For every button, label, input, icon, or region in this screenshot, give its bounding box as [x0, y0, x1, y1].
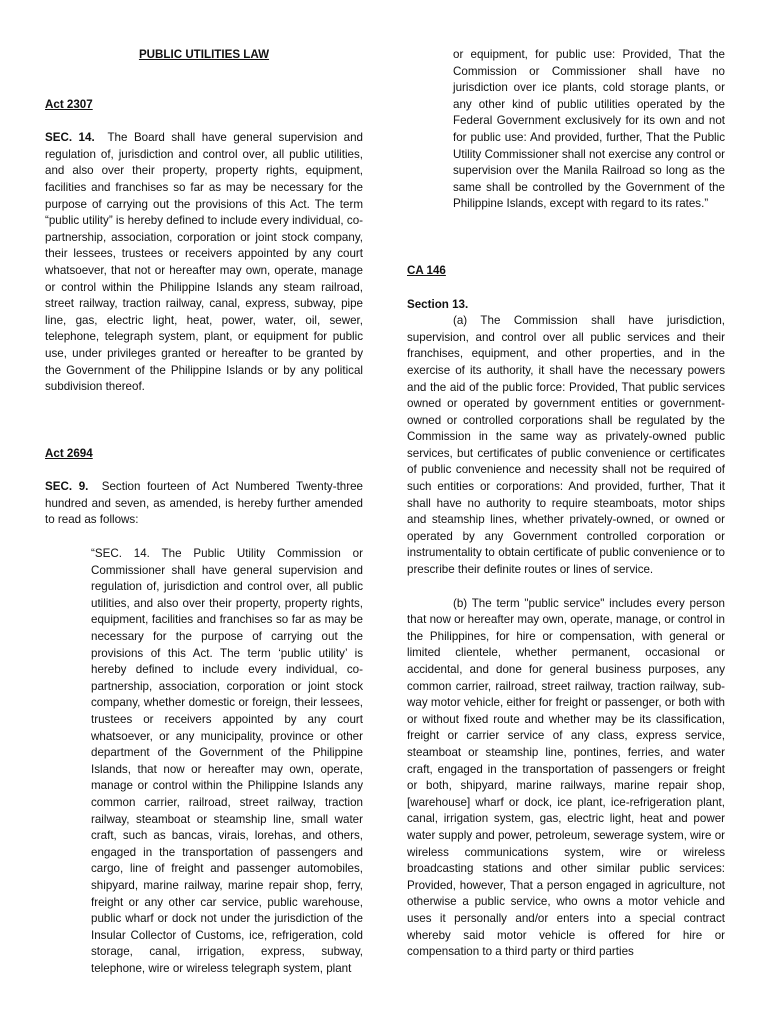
- right-column: [407, 47, 725, 1024]
- act-2694-sec-text: Section fourteen of Act Numbered Twenty-three hundred and seven, as amended, is hereby further amended to read as follows:: [45, 480, 363, 527]
- act-2307-heading: [45, 97, 363, 114]
- act-2307-sec-label: SEC. 14.: [45, 131, 95, 145]
- act-2694-sec-label: SEC. 9.: [45, 480, 89, 494]
- ca-146-paragraph-a: (a) The Commission shall have jurisdiction, supervision, and control over all public services and their franchises, equipment, and other properties, and in the exercise of its authority, it shall have the necessary powers and the aid of the public force: Provided, That public services owned or operated by government entities or government-owned or controlled corporations shall be regulated by the Commission in the same way as privately-owned public services, but certificates of public convenience or certificates of public convenience and necessity shall not be required of such entities or corporations: And provided, further, That it shall have no authority to require steamboats, motor ships and steamship lines, whether privately-owned, or owned or operated by any Government controlled corporation or instrumentality to obtain certificate of public convenience or to prescribe their definite routes or lines of service.: [407, 314, 725, 577]
- ca-146-paragraph-b: (b) The term "public service" includes every person that now or hereafter may own, operate, manage, or control in the Philippines, for hire or compensation, with general or limited clientele, whether permanent, occasional or accidental, and done for general business purposes, any common carrier, railroad, street railway, traction railway, sub-way motor vehicle, either for freight or passenger, or both with or without fixed route and whether may be its classification, freight or carrier service of any class, express service, steamboat or steamship line, pontines, ferries, and water craft, engaged in the transportation of passengers or freight or both, shipyard, marine railways, marine repair shop, [warehouse] wharf or dock, ice plant, ice-refrigeration plant, canal, irrigation system, gas, electric light, heat and power water supply and power, petroleum, sewerage system, wire or wireless communications system, wire or wireless broadcasting stations and other similar public services: Provided, however, That a person engaged in agriculture, not otherwise a public service, who owns a motor vehicle and uses it personally and/or enters into a special contract whereby said motor vehicle is offered for hire or compensation to a third party or third parties: [407, 596, 725, 959]
- left-column: [45, 47, 363, 1024]
- act-2694-quoted-section: “SEC. 14. The Public Utility Commission or Commissioner shall have general supervision and regulation of, jurisdiction and control over, all public utilities, and also over their property, property rights, equipment, facilities and franchises so far as may be necessary for the purpose of carrying out the provisions of this Act. The term ‘public utility’ is hereby defined to include every individual, co-partnership, association, corporation or joint stock company, whether domestic or foreign, their lessees, trustees or receivers appointed by any court whatsoever, or any municipality, province or other department of the Government of the Philippine Islands, that now or hereafter may own, operate, manage or control within the Philippine Islands any common carrier, railroad, street railway, traction railway, steamboat or steamship line, small water craft, such as bancas, virais, lorehas, and others, engaged in the transportation of passengers and cargo, line of freight and passenger automobiles, shipyard, marine railway, marine repair shop, ferry, freight or any other car service, public warehouse, public wharf or dock not under the jurisdiction of the Insular Collector of Customs, ice, refrigeration, cold storage, canal, irrigation, express, subway, telephone, wire or wireless telegraph system, plant: [91, 547, 363, 975]
- ca-146-heading-text: CA 146: [407, 263, 446, 277]
- act-2307-sec-14: [45, 130, 363, 396]
- quoted-section-continued: or equipment, for public use: Provided, That the Commission or Commissioner shall have no jurisdiction over ice plants, cold storage plants, or any other kind of public utilities operated by the Federal Government exclusively for its own and not for public use: And provided, further, That the Public Utility Commissioner shall not exercise any control or supervision over the Manila Railroad so long as the same shall be controlled by the Government of the Philippine Islands, except with regard to its rates.”: [453, 48, 725, 211]
- ca-146-heading: [407, 263, 725, 280]
- act-2694-heading-text: Act 2694: [45, 446, 93, 460]
- ca-146-section-13-label: [407, 297, 725, 314]
- act-2694-sec-9: [45, 479, 363, 529]
- document-title-text: PUBLIC UTILITIES LAW: [138, 48, 270, 61]
- act-2307-heading-text: Act 2307: [45, 97, 93, 111]
- ca-146-sec-label: Section 13.: [407, 297, 469, 311]
- act-2307-sec-text: The Board shall have general supervision and regulation of, jurisdiction and control over, all public utilities, and also over their property, property rights, equipment, facilities and franchises so far as may be necessary for the purpose of carrying out the provisions of this Act. The term “public utility” is hereby defined to include every individual, co-partnership, association, corporation or joint stock company, their lessees, trustees or receivers appointed by any court whatsoever, that not or hereafter may own, operate, manage or control within the Philippine Islands any steam railroad, street railway, traction railway, canal, express, subway, pipe line, gas, electric light, heat, power, water, oil, sewer, telephone, telegraph system, plant, or equipment for public use, under privileges granted or hereafter to be granted by the Government of the Philippine Islands or by any political subdivision thereof.: [45, 131, 363, 394]
- act-2694-heading: [45, 446, 363, 463]
- document-title: [45, 47, 363, 64]
